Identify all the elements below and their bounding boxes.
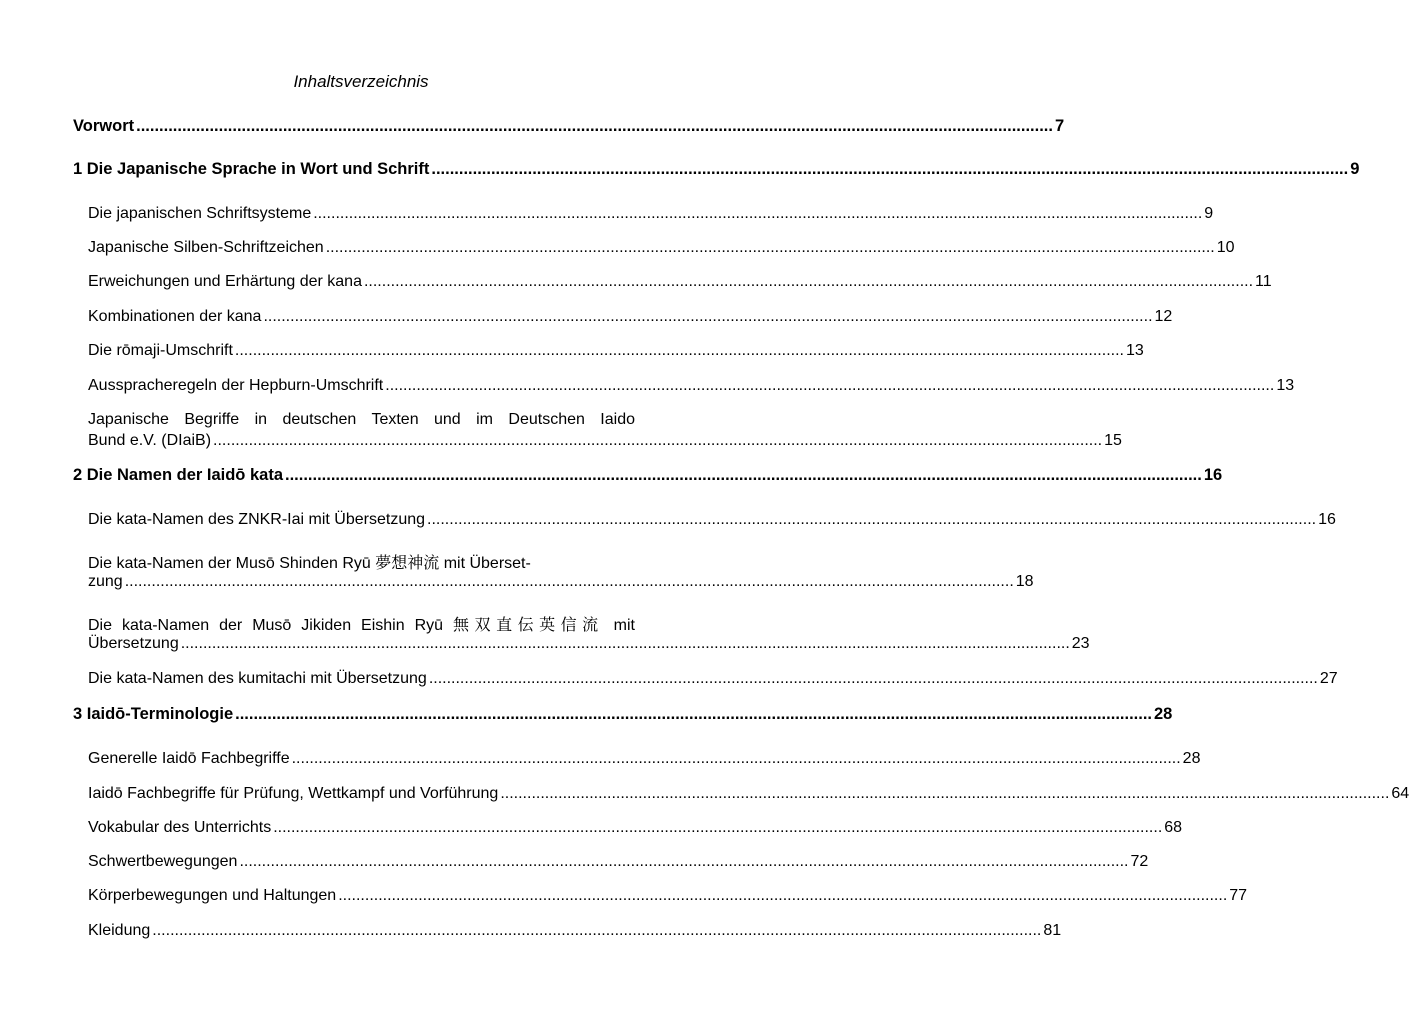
toc-entry-page: 16	[1203, 466, 1223, 484]
toc-entry-label: Die rōmaji-Umschrift	[88, 342, 233, 359]
toc-entry-page: 77	[1229, 887, 1248, 904]
toc-entry-label: Übersetzung	[88, 635, 179, 652]
leader-dots: ........................................................................................................................................................................................................	[385, 377, 1275, 394]
toc-entry-page: 16	[1318, 511, 1336, 528]
toc-entry-label: Erweichungen und Erhärtung der kana	[88, 273, 362, 290]
toc-entry	[88, 853, 1149, 871]
leader-dots: ........................................................................................................................................................................................................	[263, 308, 1153, 325]
toc-entry-page: 10	[1216, 239, 1235, 256]
leader-dots: ........................................................................................................................................................................................................	[500, 785, 1390, 802]
toc-entry-label: 3 Iaidō-Terminologie	[73, 705, 234, 723]
toc-entry	[73, 117, 1065, 136]
toc-entry	[88, 342, 1144, 360]
toc-entry-page: 23	[1071, 635, 1090, 652]
toc-entry-page: 11	[1255, 273, 1272, 290]
toc-entry	[88, 785, 1409, 803]
leader-dots: ........................................................................................................................................................................................................	[428, 670, 1318, 687]
toc-entry-label: Generelle Iaidō Fachbegriffe	[88, 750, 290, 767]
toc-entry-label: Iaidō Fachbegriffe für Prüfung, Wettkampf und Vorführung	[88, 785, 499, 802]
leader-dots: ........................................................................................................................................................................................................	[136, 117, 1053, 135]
toc-entry-page: 27	[1319, 670, 1338, 687]
toc-entry	[88, 239, 1235, 257]
toc-entry-page: 7	[1054, 117, 1065, 135]
toc-entry-line1: Die kata-Namen der Musō Shinden Ryū 夢想神流 mit Überset-	[88, 555, 531, 572]
leader-dots: ........................................................................................................................................................................................................	[124, 573, 1014, 590]
toc-entry-page: 68	[1164, 819, 1183, 836]
toc-entry-label: 1 Die Japanische Sprache in Wort und Schrift	[73, 160, 430, 178]
toc-entry	[73, 705, 1173, 724]
toc-entry	[88, 377, 1295, 395]
leader-dots: ........................................................................................................................................................................................................	[152, 922, 1042, 939]
toc-entry-label: Die kata-Namen des ZNKR-Iai mit Übersetzung	[88, 511, 426, 528]
toc-entry-page: 9	[1350, 160, 1360, 178]
toc-entry-label: Vorwort	[73, 117, 135, 135]
toc-entry	[73, 466, 1223, 485]
toc-entry	[88, 273, 1272, 291]
toc-entry	[88, 205, 1214, 223]
toc-entry-page: 13	[1276, 377, 1295, 394]
toc-entry	[88, 308, 1173, 326]
toc-entry-label: Die japanischen Schriftsysteme	[88, 205, 312, 222]
leader-dots: ........................................................................................................................................................................................................	[325, 239, 1215, 256]
toc-entry-page: 28	[1154, 705, 1173, 723]
toc-entry-label: Die kata-Namen des kumitachi mit Übersetzung	[88, 670, 427, 687]
leader-dots: ........................................................................................................................................................................................................	[180, 635, 1070, 652]
toc-entry	[88, 511, 1336, 529]
toc-entry-label: Schwertbewegungen	[88, 853, 238, 870]
toc-entry	[88, 635, 1090, 653]
leader-dots: ........................................................................................................................................................................................................	[291, 750, 1181, 767]
toc-entry	[88, 819, 1183, 837]
leader-dots: ........................................................................................................................................................................................................	[313, 205, 1203, 222]
toc-entry-label: Bund e.V. (DIaiB)	[88, 432, 212, 449]
leader-dots: ........................................................................................................................................................................................................	[338, 887, 1228, 904]
toc-entry	[73, 160, 1360, 179]
toc-entry-label: Kleidung	[88, 922, 151, 939]
leader-dots: ........................................................................................................................................................................................................	[213, 432, 1103, 449]
toc-entry-label: Ausspracheregeln der Hepburn-Umschrift	[88, 377, 384, 394]
leader-dots: ........................................................................................................................................................................................................	[273, 819, 1163, 836]
leader-dots: ........................................................................................................................................................................................................	[234, 342, 1124, 359]
toc-entry-page: 18	[1015, 573, 1034, 590]
toc-entry-label: zung	[88, 573, 123, 590]
page-title: Inhaltsverzeichnis	[293, 72, 429, 91]
toc-entry-page: 12	[1154, 308, 1173, 325]
leader-dots: ........................................................................................................................................................................................................	[363, 273, 1254, 290]
toc-entry	[88, 887, 1248, 905]
toc-entry	[88, 432, 1122, 450]
toc-entry-label: Vokabular des Unterrichts	[88, 819, 272, 836]
toc-entry-page: 72	[1130, 853, 1149, 870]
toc-entry-page: 28	[1182, 750, 1201, 767]
toc-entry-page: 9	[1204, 205, 1214, 222]
toc-entry-page: 15	[1104, 432, 1122, 449]
leader-dots: ........................................................................................................................................................................................................	[427, 511, 1317, 528]
toc-entry-label: Körperbewegungen und Haltungen	[88, 887, 337, 904]
toc-entry-line1: Japanische Begriffe in deutschen Texten und im Deutschen Iaido	[88, 411, 635, 428]
toc-entry-page: 81	[1043, 922, 1062, 939]
toc-entry-line1: Die kata-Namen der Musō Jikiden Eishin Ryū 無双直伝英信流 mit	[88, 617, 635, 634]
toc-entry-label: Japanische Silben-Schriftzeichen	[88, 239, 324, 256]
leader-dots: ........................................................................................................................................................................................................	[431, 160, 1349, 178]
leader-dots: ........................................................................................................................................................................................................	[285, 466, 1202, 484]
toc-entry-label: 2 Die Namen der Iaidō kata	[73, 466, 283, 484]
toc-entry	[88, 670, 1338, 688]
toc-entry-label: Kombinationen der kana	[88, 308, 262, 325]
toc-entry-page: 64	[1391, 785, 1409, 802]
toc-entry	[88, 922, 1062, 940]
leader-dots: ........................................................................................................................................................................................................	[235, 705, 1152, 723]
toc-entry	[88, 750, 1201, 768]
toc-entry	[88, 573, 1034, 591]
toc-entry-page: 13	[1125, 342, 1144, 359]
leader-dots: ........................................................................................................................................................................................................	[239, 853, 1129, 870]
